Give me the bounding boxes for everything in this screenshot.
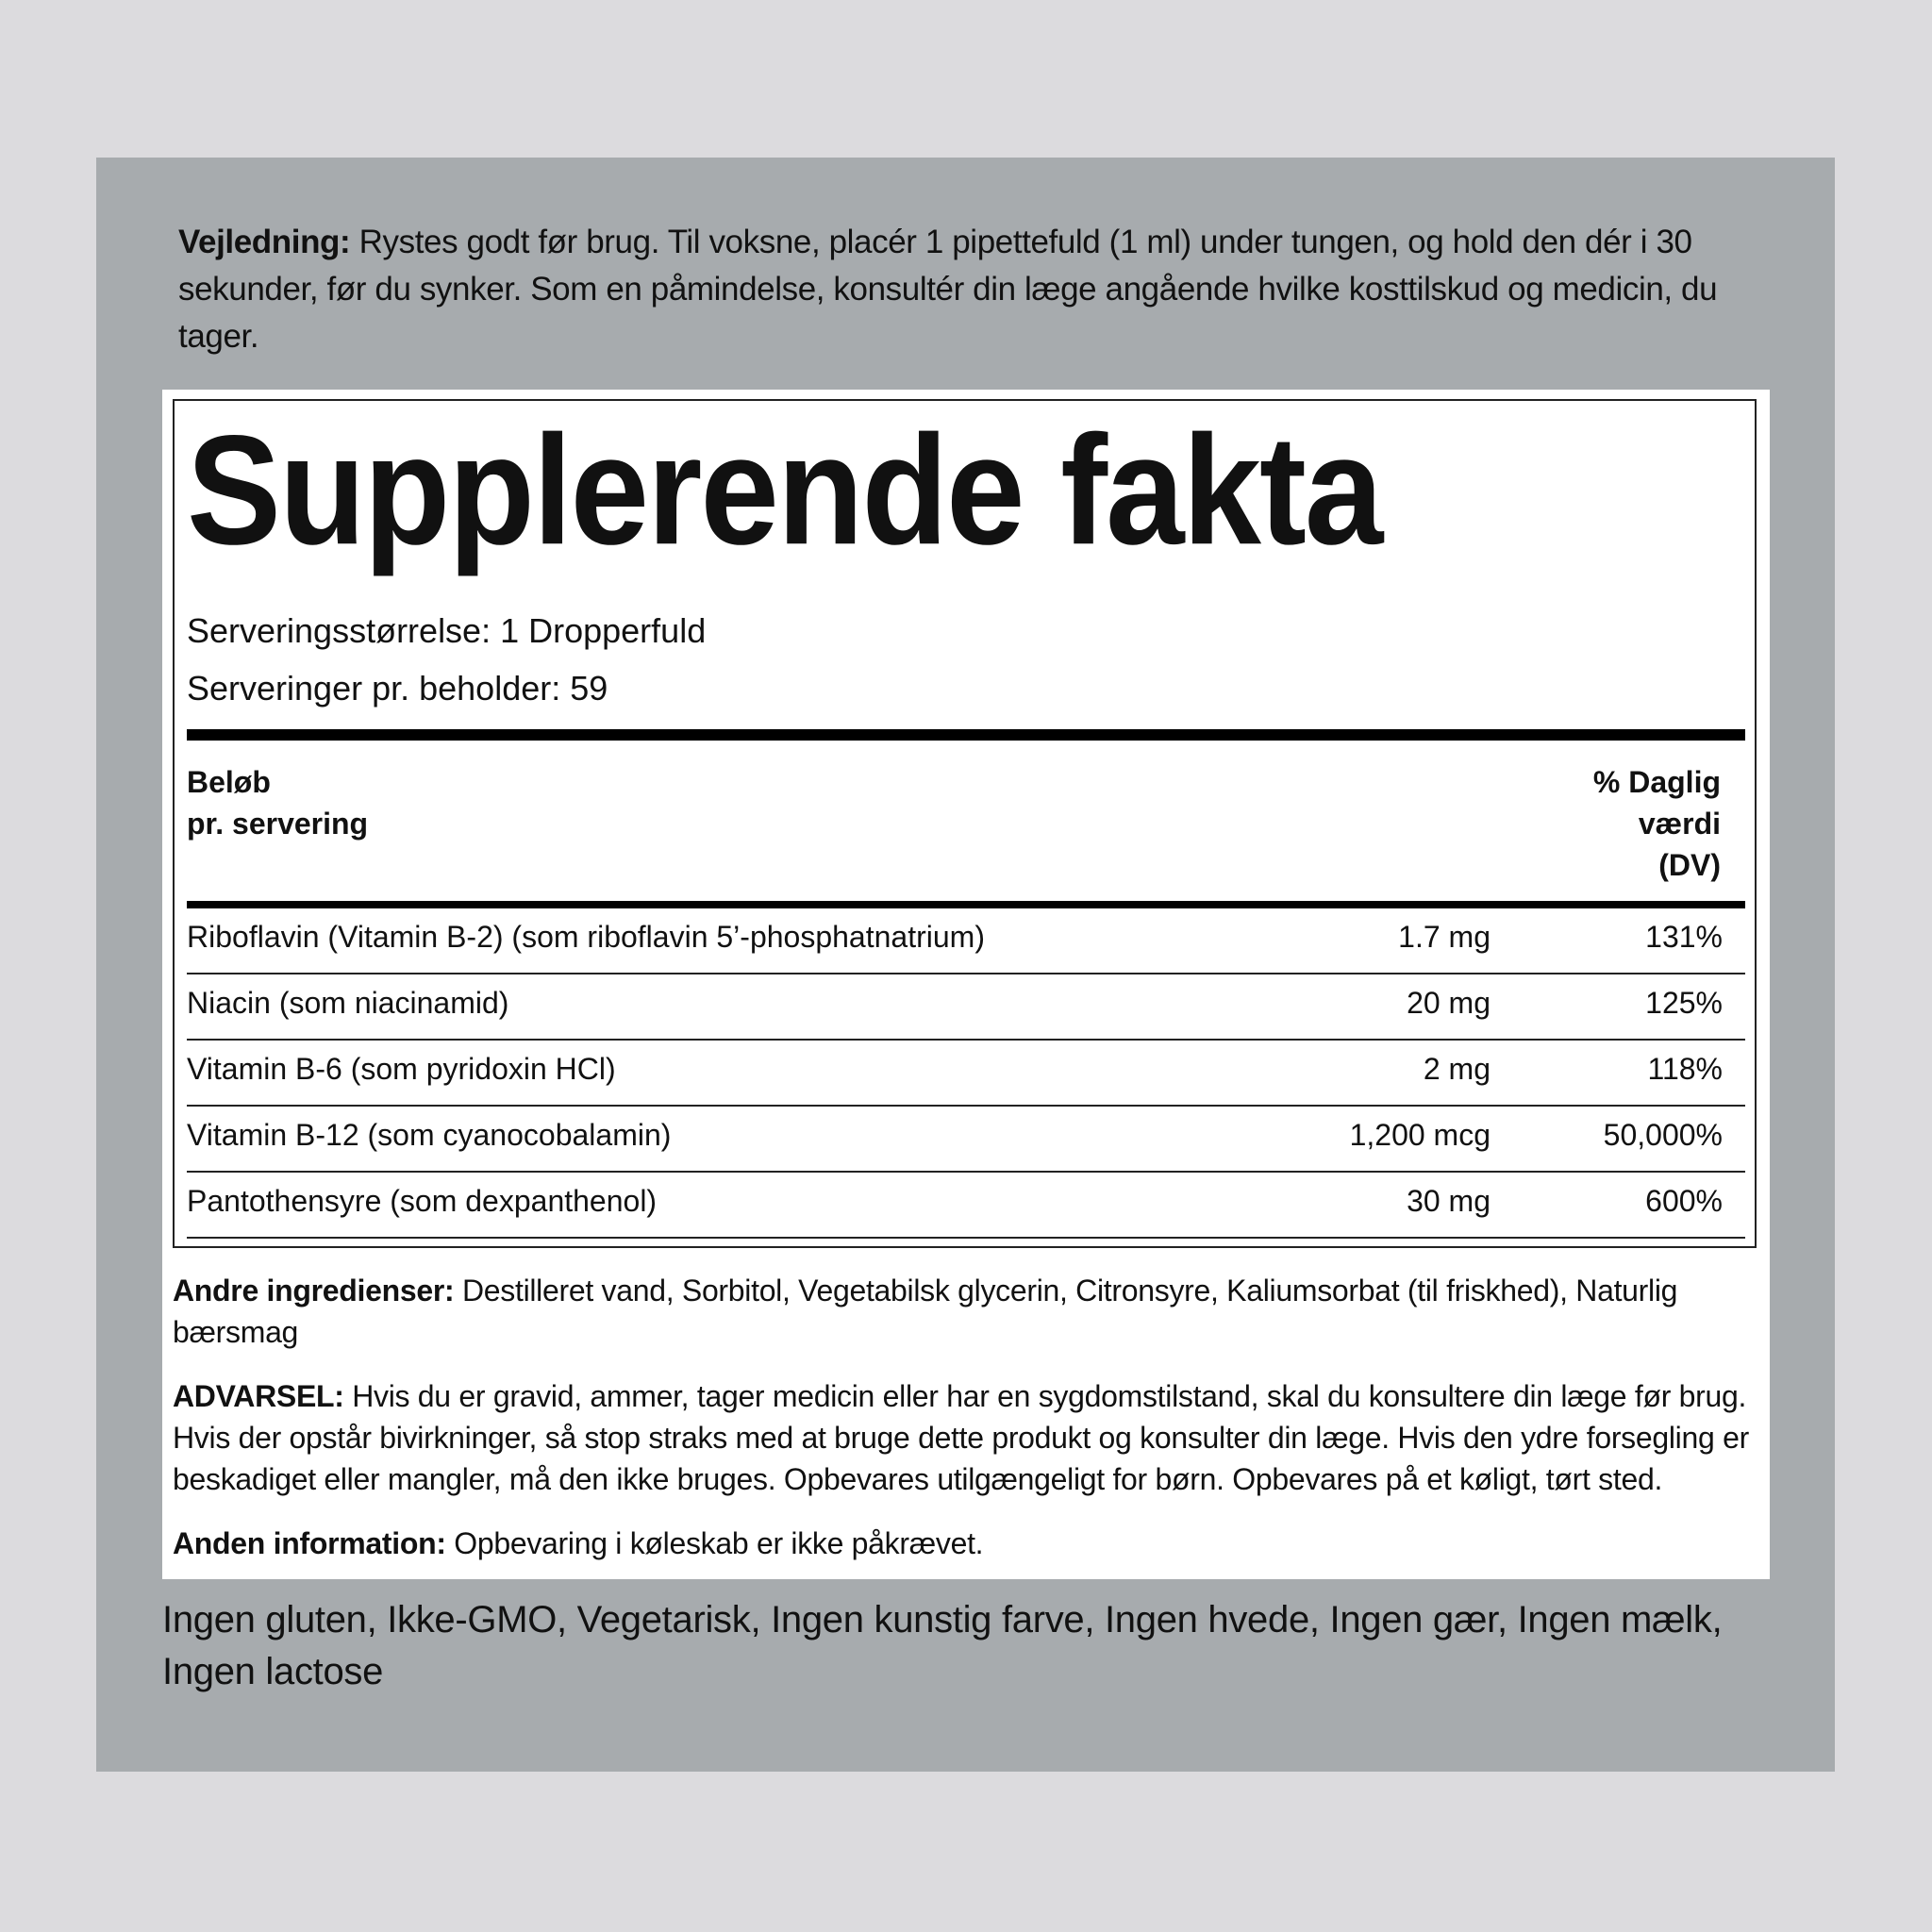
header-divider — [187, 901, 1745, 908]
servings-per-container: Serveringer pr. beholder: 59 — [187, 669, 608, 708]
other-ingredients — [173, 1270, 1757, 1353]
amount-header — [187, 761, 368, 844]
directions-body: Rystes godt før brug. Til voksne, placér 1 pipettefuld (1 ml) under tungen, og hold den dér i 30 sekunder, før du synker. Som en påmindelse, konsultér din læge angående hvilke kosttilskud og medicin, du tager. — [178, 224, 1718, 355]
nutrient-amount: 30 mg — [1407, 1184, 1491, 1218]
thick-divider — [187, 729, 1745, 741]
dv-header-line3: (DV) — [1658, 848, 1721, 882]
nutrient-amount: 1.7 mg — [1398, 920, 1491, 954]
other-information-text: Opbevaring i køleskab er ikke påkrævet. — [445, 1526, 984, 1560]
amount-header-line1: Beløb — [187, 765, 271, 799]
nutrient-dv: 50,000% — [1603, 1118, 1723, 1152]
nutrient-name: Vitamin B-6 (som pyridoxin HCl) — [187, 1052, 616, 1086]
nutrient-row — [187, 1107, 1745, 1173]
facts-title: Supplerende fakta — [187, 402, 1382, 577]
other-ingredients-text: Destilleret vand, Sorbitol, Vegetabilsk glycerin, Citronsyre, Kaliumsorbat (til friskhed), Naturlig bærsmag — [173, 1274, 1678, 1349]
directions-text — [178, 219, 1763, 360]
serving-size: Serveringsstørrelse: 1 Dropperfuld — [187, 611, 707, 650]
nutrient-amount: 2 mg — [1423, 1052, 1491, 1086]
nutrient-amount: 20 mg — [1407, 986, 1491, 1020]
warning-text: Hvis du er gravid, ammer, tager medicin eller har en sygdomstilstand, skal du konsultere din læge før brug. Hvis der opstår bivirkninger, så stop straks med at bruge dette produkt og konsulter din læge. Hvis den ydre forsegling er beskadiget eller mangler, må den ikke bruges. Opbevares utilgængeligt for børn. Opbevares på et køligt, tørt sted. — [173, 1379, 1749, 1496]
warning-label: ADVARSEL: — [173, 1379, 344, 1413]
amount-header-line2: pr. servering — [187, 807, 369, 841]
nutrient-dv: 125% — [1645, 986, 1723, 1020]
nutrient-row — [187, 974, 1745, 1041]
product-claims: Ingen gluten, Ikke-GMO, Vegetarisk, Ingen kunstig farve, Ingen hvede, Ingen gær, Ingen mælk, Ingen lactose — [162, 1599, 1723, 1692]
dv-header — [1593, 761, 1721, 886]
nutrient-name: Vitamin B-12 (som cyanocobalamin) — [187, 1118, 672, 1152]
dv-header-line2: værdi — [1638, 807, 1721, 841]
nutrient-name: Riboflavin (Vitamin B-2) (som riboflavin 5’-phosphatnatrium) — [187, 920, 985, 954]
other-ingredients-label: Andre ingredienser: — [173, 1274, 455, 1307]
other-information-label: Anden information: — [173, 1526, 446, 1560]
nutrient-row — [187, 1173, 1745, 1239]
nutrient-row — [187, 908, 1745, 974]
nutrient-dv: 131% — [1645, 920, 1723, 954]
nutrient-dv: 600% — [1645, 1184, 1723, 1218]
nutrient-row — [187, 1041, 1745, 1107]
directions-label: Vejledning: — [178, 224, 351, 260]
nutrient-amount: 1,200 mcg — [1349, 1118, 1491, 1152]
nutrient-dv: 118% — [1647, 1052, 1723, 1086]
nutrient-name: Pantothensyre (som dexpanthenol) — [187, 1184, 658, 1218]
supplement-facts-box — [173, 399, 1757, 1248]
other-information — [173, 1523, 1757, 1564]
nutrient-name: Niacin (som niacinamid) — [187, 986, 509, 1020]
dv-header-line1: % Daglig — [1592, 765, 1721, 799]
warning — [173, 1375, 1757, 1500]
